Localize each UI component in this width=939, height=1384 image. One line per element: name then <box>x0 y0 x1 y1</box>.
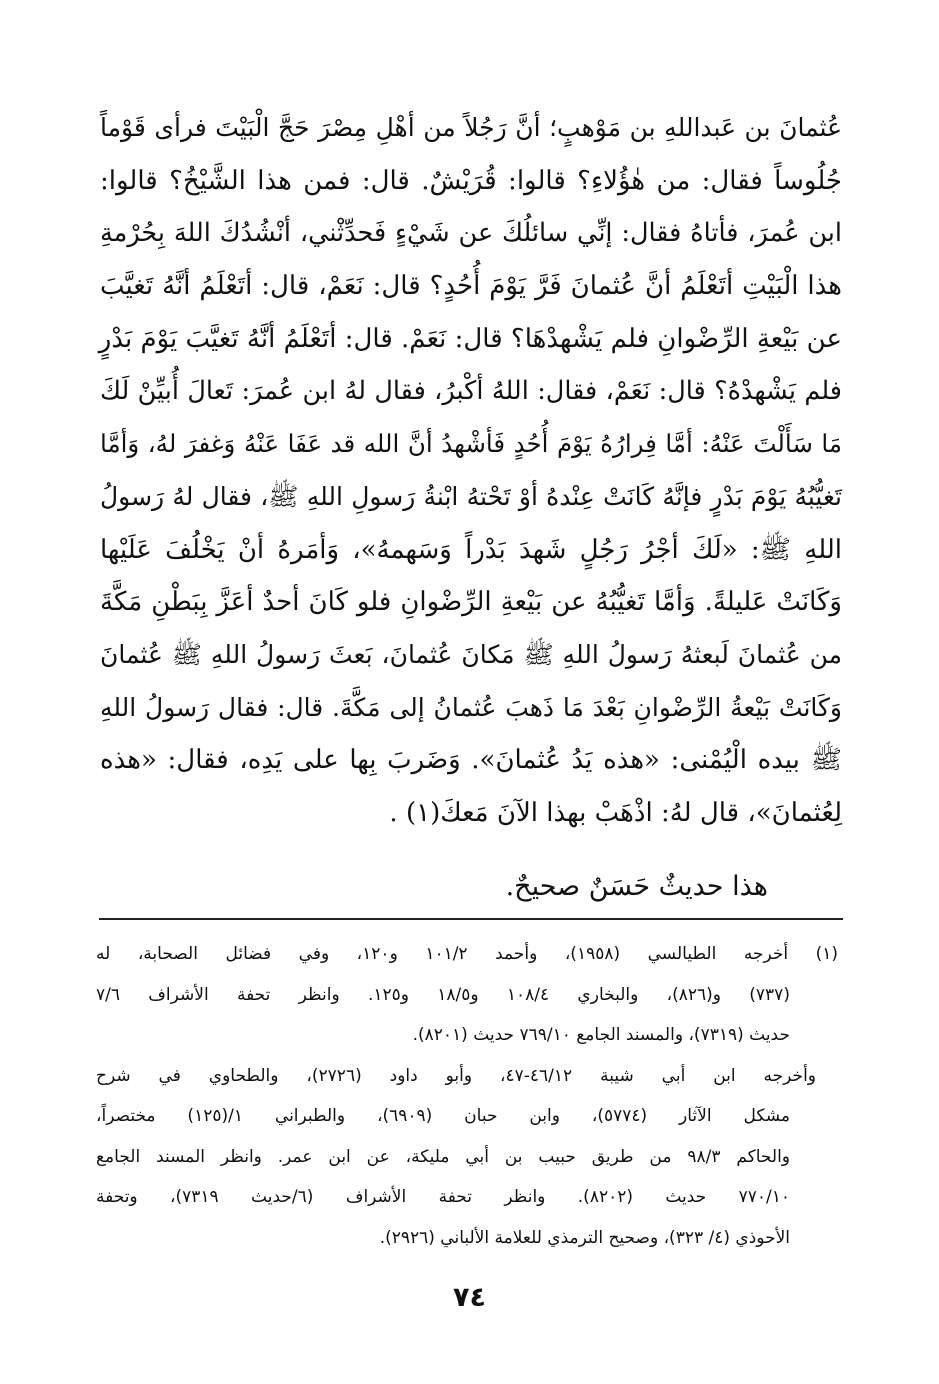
main-text-line: وَكَانَتْ بَيْعةُ الرِّضْوانِ بَعْدَ مَا ذَهبَ عُثمانُ إلى مَكَّةَ. قال: فقال رَسولُ اللهِ <box>100 692 842 722</box>
main-text-line: من عُثمانَ لَبعثهُ رَسولُ اللهِ ﷺ مَكانَ عُثمانَ، بَعثَ رَسولُ اللهِ ﷺ عُثمانَ <box>100 639 842 669</box>
main-text-line: عن بَيْعةِ الرِّضْوانِ فلم يَشْهدْهَا؟ قال: نَعَمْ. قال: أتَعْلَمُ أنَّهُ تَغيَّبَ يَوْمَ بَدْرٍ <box>98 323 842 354</box>
page-number: ٧٤ <box>453 1282 486 1313</box>
footnote-line: الأحوذي (٤/ ٣٢٣)، وصحيح الترمذي للعلامة الألباني (٢٩٢٦). <box>379 1227 790 1248</box>
main-text-line: لِعُثمانَ»، قال لهُ: اذْهَبْ بهذا الآنَ مَعكَ(١) . <box>389 797 842 828</box>
footnote-divider <box>99 918 843 920</box>
main-text-block <box>100 102 842 840</box>
footnote-line: (٧٣٧) و(٨٢٦)، والبخاري ١٠٨/٤ و١٨/٥ و١٢٥. وانظر تحفة الأشراف ٧/٦ <box>96 984 790 1005</box>
main-text-line: وَكَانَتْ عَليلةً. وَأمَّا تَغيُّبُهُ عن بَيْعةِ الرِّضْوانِ فلو كَانَ أحدٌ أعَزَّ بِبَطْنِ مَكَّةَ <box>100 587 842 618</box>
main-text-line: مَا سَأَلْتَ عَنْهُ: أمَّا فِرارُهُ يَوْمَ أُحُدٍ فَأشْهدُ أنَّ الله قد عَفَا عَنْهُ وَغفرَ لهُ، وَأمَّا <box>100 429 842 459</box>
footnote-line: وأخرجه ابن أبي شيبة ٤٦/١٢-٤٧، وأبو داود (٢٧٢٦)، والطحاوي في شرح <box>96 1065 816 1086</box>
main-text-line: اللهِ ﷺ: «لَكَ أجْرُ رَجُلٍ شَهدَ بَدْراً وَسَهمهُ»، وَأمَرهُ أنْ يَخْلُفَ عَلَيْها <box>100 534 842 565</box>
main-text-line: هذا الْبَيْتِ أتَعْلَمُ أنَّ عُثمانَ فَرَّ يَوْمَ أُحُدٍ؟ قال: نَعَمْ، قال: أتَعْلَمُ أنَّهُ تَغيَّبَ <box>100 271 842 302</box>
main-text-line: تَغيُّبُهُ يَوْمَ بَدْرٍ فإنَّهُ كَانَتْ عِنْدهُ أوْ تَحْتهُ ابْنةُ رَسولِ اللهِ ﷺ، فقال لهُ رَسولُ <box>100 481 842 511</box>
hadith-grading: هذا حديثٌ حَسَنٌ صحيحٌ. <box>505 871 768 902</box>
footnote-line: مشكل الآثار (٥٧٧٤)، وابن حبان (٦٩٠٩)، والطبراني ١/(١٢٥) مختصراً، <box>96 1106 791 1126</box>
main-text-line: عُثمانَ بن عَبداللهِ بن مَوْهبٍ؛ أنَّ رَجُلاً من أهْلِ مِصْرَ حَجَّ الْبَيْتَ فرأى قَوْماً <box>100 113 842 142</box>
footnotes-block <box>96 934 842 1258</box>
main-text-line: جُلُوساً فقال: من هٰؤُلاءِ؟ قالوا: قُرَيْشٌ. قال: فمن هذا الشَّيْخُ؟ قالوا: <box>100 165 842 196</box>
main-text-line: فلم يَشْهدْهُ؟ قال: نَعَمْ، فقال: اللهُ أكْبرُ، فقال لهُ ابن عُمرَ: تَعالَ أُبيِّنْ لَكَ <box>100 376 842 407</box>
footnote-line: ٧٧٠/١٠ حديث (٨٢٠٢). وانظر تحفة الأشراف (٦/حديث ٧٣١٩)، وتحفة <box>96 1187 790 1207</box>
footnote-line: والحاكم ٩٨/٣ من طريق حبيب بن أبي مليكة، عن ابن عمر. وانظر المسند الجامع <box>96 1146 790 1167</box>
main-text-line: ﷺ بيده الْيُمْنى: «هذه يَدُ عُثمانَ». وَضَربَ بِها على يَدِه، فقال: «هذه <box>100 745 842 776</box>
footnote-line: (١) أخرجه الطيالسي (١٩٥٨)، وأحمد ١٠١/٢ و١٢٠، وفي فضائل الصحابة، له <box>96 944 838 964</box>
footnote-line: حديث (٧٣١٩)، والمسند الجامع ٧٦٩/١٠ حديث (٨٢٠١). <box>412 1025 790 1045</box>
main-text-line: ابن عُمرَ، فأتاهُ فقال: إنِّي سائلُكَ عن شَيْءٍ فَحدِّثْني، أنْشُدُكَ اللهَ بِحُرْمةِ <box>100 218 842 249</box>
